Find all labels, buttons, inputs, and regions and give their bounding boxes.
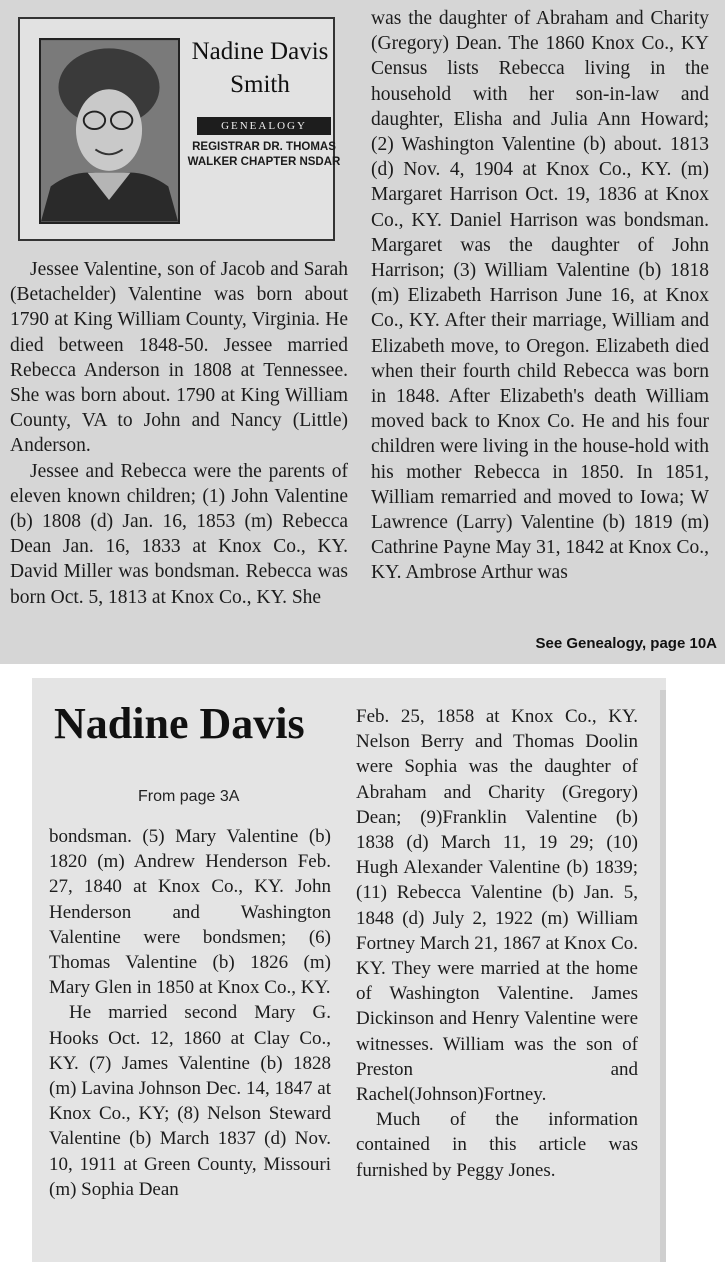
- byline-box: [18, 17, 341, 241]
- top-left-column: [10, 257, 348, 610]
- paragraph: bondsman. (5) Mary Valentine (b) 1820 (m) Andrew Henderson Feb. 27, 1840 at Knox Co., KY. John Henderson and Washington Valentine were bondsmen; (6) Thomas Valentine (b) 1826 (m) Mary Glen in 1850 at Knox Co., KY.: [49, 826, 331, 999]
- clipping-gap: [32, 664, 666, 678]
- paragraph: He married second Mary G. Hooks Oct. 12, 1860 at Clay Co., KY. (7) James Valentine (b) 1828 (m) Lavina Johnson Dec. 14, 1847 at Knox Co., KY; (8) Nelson Steward Valentine (b) March 1837 (d) Nov. 10, 1911 at Green County, Missouri (m) Sophia Dean: [49, 1002, 331, 1200]
- author-role: REGISTRAR DR. THOMAS WALKER CHAPTER NSDAR: [187, 141, 341, 168]
- bottom-right-column: [356, 704, 638, 1183]
- bottom-left-column: [49, 824, 331, 1202]
- column-tag: GENEALOGY: [197, 117, 331, 135]
- from-page-note: From page 3A: [138, 788, 240, 805]
- paragraph: Jessee Valentine, son of Jacob and Sarah (Betachelder) Valentine was born about 1790 at King William County, Virginia. He died between 1848-50. Jessee married Rebecca Anderson in 1808 at Tennessee. She was born about. 1790 at King William County, VA to John and Nancy (Little) Anderson.: [10, 259, 348, 457]
- top-right-column: [371, 6, 709, 586]
- paragraph: Feb. 25, 1858 at Knox Co., KY. Nelson Berry and Thomas Doolin were Sophia was the daughter of Abraham and Charity (Gregory) Dean; (9)Franklin Valentine (b) 1838 (d) March 11, 19 29; (10) Hugh Alexander Valentine (b) 1839; (11) Rebecca Valentine (b) Jan. 5, 1848 (d) July 2, 1922 (m) William Fortney March 21, 1867 at Knox Co. KY. They were married at the home of Washington Valentine. James Dickinson and Henry Valentine were witnesses. William was the son of Preston and Rachel(Johnson)Fortney.: [356, 706, 638, 1106]
- author-name: Nadine Davis Smith: [191, 38, 329, 98]
- headline: Nadine Davis: [54, 699, 305, 748]
- paragraph: Much of the information contained in this article was furnished by Peggy Jones.: [356, 1109, 638, 1181]
- paragraph: was the daughter of Abraham and Charity (Gregory) Dean. The 1860 Knox Co., KY Census lists Rebecca living in the household with her son-in-law and daughter, Elisha and Julia Ann Howard; (2) Washington Valentine (b) about. 1813 (d) Nov. 4, 1904 at Knox Co., KY. (m) Margaret Harrison Oct. 19, 1836 at Knox Co., KY. Daniel Harrison was bondsman. Margaret was the daughter of John Harrison; (3) William Valentine (b) 1818 (m) Elizabeth Harrison June 16, at Knox Co., KY. After their marriage, William and Elizabeth move, to Oregon. Elizabeth died when their fourth child Rebecca was born in 1848. After Elizabeth's death William moved back to Knox Co. He and his four children were living in the house-hold with his mother Rebecca in 1850. In 1851, William remarried and moved to Iowa; W Lawrence (Larry) Valentine (b) 1819 (m) Cathrine Payne May 31, 1842 at Knox Co., KY. Ambrose Arthur was: [371, 8, 709, 584]
- clipping-edge: [660, 690, 666, 1262]
- continued-note: See Genealogy, page 10A: [535, 635, 717, 652]
- author-photo: [39, 38, 180, 224]
- portrait-image: [41, 40, 178, 222]
- paragraph: Jessee and Rebecca were the parents of eleven known children; (1) John Valentine (b) 1808 (d) Jan. 16, 1853 (m) Rebecca Dean Jan. 16, 1833 at Knox Co., KY. David Miller was bondsman. Rebecca was born Oct. 5, 1813 at Knox Co., KY. She: [10, 460, 348, 608]
